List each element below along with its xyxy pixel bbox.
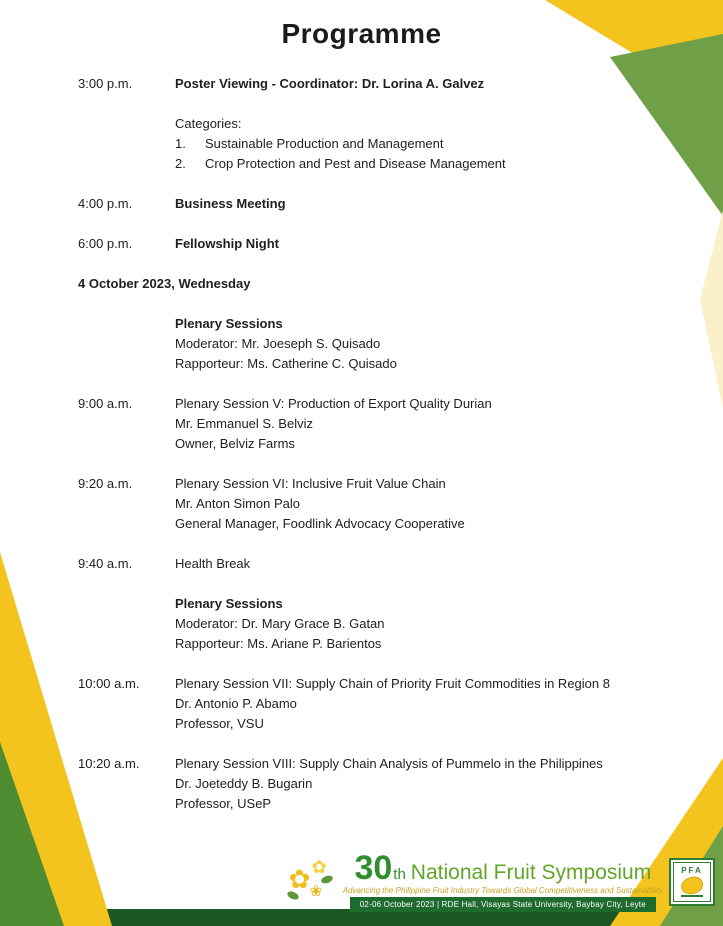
schedule-row xyxy=(0,74,723,94)
schedule-line: Mr. Emmanuel S. Belviz xyxy=(175,416,313,431)
schedule-time: 10:00 a.m. xyxy=(78,676,140,691)
list-number: 1. xyxy=(175,136,186,151)
list-number: 2. xyxy=(175,156,186,171)
schedule-content xyxy=(175,394,723,454)
schedule-line: Professor, VSU xyxy=(175,716,264,731)
schedule-line xyxy=(175,154,695,174)
schedule-content xyxy=(175,754,723,814)
schedule-line xyxy=(175,134,695,154)
schedule-row xyxy=(0,114,723,174)
schedule-line: Dr. Antonio P. Abamo xyxy=(175,696,297,711)
logo-text-block xyxy=(343,851,663,912)
schedule-time: 4:00 p.m. xyxy=(78,196,133,211)
schedule-line: Health Break xyxy=(175,556,251,571)
schedule-time xyxy=(78,114,175,174)
schedule-row xyxy=(0,674,723,734)
schedule xyxy=(0,74,723,834)
symposium-number: 30 xyxy=(354,849,393,887)
schedule-content xyxy=(175,474,723,534)
date-heading: 4 October 2023, Wednesday xyxy=(78,276,251,291)
schedule-line: Plenary Session VII: Supply Chain of Priority Fruit Commodities in Region 8 xyxy=(175,676,610,691)
schedule-content xyxy=(175,74,723,94)
schedule-line: Categories: xyxy=(175,116,242,131)
schedule-line: Mr. Anton Simon Palo xyxy=(175,496,301,511)
schedule-row xyxy=(0,314,723,374)
list-text: Crop Protection and Pest and Disease Management xyxy=(205,156,506,171)
schedule-time: 6:00 p.m. xyxy=(78,236,133,251)
schedule-line: General Manager, Foodlink Advocacy Cooperative xyxy=(175,516,465,531)
schedule-line: Rapporteur: Ms. Ariane P. Barientos xyxy=(175,636,382,651)
schedule-row xyxy=(0,394,723,454)
schedule-line: Professor, USeP xyxy=(175,796,272,811)
schedule-time xyxy=(78,594,175,654)
flower-glyph: ✿ xyxy=(288,863,311,894)
schedule-time: 9:20 a.m. xyxy=(78,476,133,491)
schedule-line: Plenary Sessions xyxy=(175,316,283,331)
schedule-line: Poster Viewing - Coordinator: Dr. Lorina A. Galvez xyxy=(175,76,485,91)
schedule-line: Plenary Session V: Production of Export Quality Durian xyxy=(175,396,492,411)
schedule-row xyxy=(0,194,723,214)
schedule-time: 10:20 a.m. xyxy=(78,756,140,771)
schedule-content xyxy=(175,194,723,214)
pfa-base-line xyxy=(681,895,703,897)
page-title: Programme xyxy=(281,18,442,49)
schedule-content xyxy=(175,314,723,374)
logo-title xyxy=(354,851,651,885)
mango-icon xyxy=(679,875,704,896)
schedule-time: 9:00 a.m. xyxy=(78,396,133,411)
schedule-row xyxy=(0,594,723,654)
symposium-logo xyxy=(285,851,715,912)
schedule-time: 9:40 a.m. xyxy=(78,556,133,571)
schedule-time: 3:00 p.m. xyxy=(78,76,133,91)
schedule-row xyxy=(0,754,723,814)
schedule-row xyxy=(0,554,723,574)
pfa-logo xyxy=(669,858,715,906)
schedule-line: Plenary Session VI: Inclusive Fruit Value Chain xyxy=(175,476,446,491)
schedule-line: Moderator: Mr. Joeseph S. Quisado xyxy=(175,336,381,351)
schedule-line: Moderator: Dr. Mary Grace B. Gatan xyxy=(175,616,385,631)
schedule-content xyxy=(175,234,723,254)
pfa-label: PFA xyxy=(681,866,703,875)
symposium-tagline: Advancing the Philippine Fruit Industry Towards Global Competitiveness and Sustainability xyxy=(342,886,663,895)
schedule-line: Business Meeting xyxy=(175,196,286,211)
schedule-line: Plenary Sessions xyxy=(175,596,283,611)
schedule-time xyxy=(78,314,175,374)
schedule-line: Plenary Session VIII: Supply Chain Analysis of Pummelo in the Philippines xyxy=(175,756,603,771)
schedule-content xyxy=(175,594,723,654)
symposium-details-bar: 02-06 October 2023 | RDE Hall, Visayas State University, Baybay City, Leyte xyxy=(350,897,656,912)
flower-glyph: ❀ xyxy=(309,882,323,900)
schedule-content xyxy=(175,114,723,174)
flower-icon xyxy=(285,856,337,908)
list-text: Sustainable Production and Management xyxy=(205,136,444,151)
symposium-name: National Fruit Symposium xyxy=(410,861,652,884)
schedule-content xyxy=(175,554,723,574)
schedule-line: Fellowship Night xyxy=(175,236,279,251)
schedule-content xyxy=(175,674,723,734)
schedule-row xyxy=(0,474,723,534)
symposium-ordinal: th xyxy=(393,866,406,883)
schedule-line: Rapporteur: Ms. Catherine C. Quisado xyxy=(175,356,397,371)
flower-glyph: ✿ xyxy=(311,856,327,877)
schedule-row xyxy=(0,234,723,254)
schedule-line: Dr. Joeteddy B. Bugarin xyxy=(175,776,313,791)
schedule-line: Owner, Belviz Farms xyxy=(175,436,295,451)
